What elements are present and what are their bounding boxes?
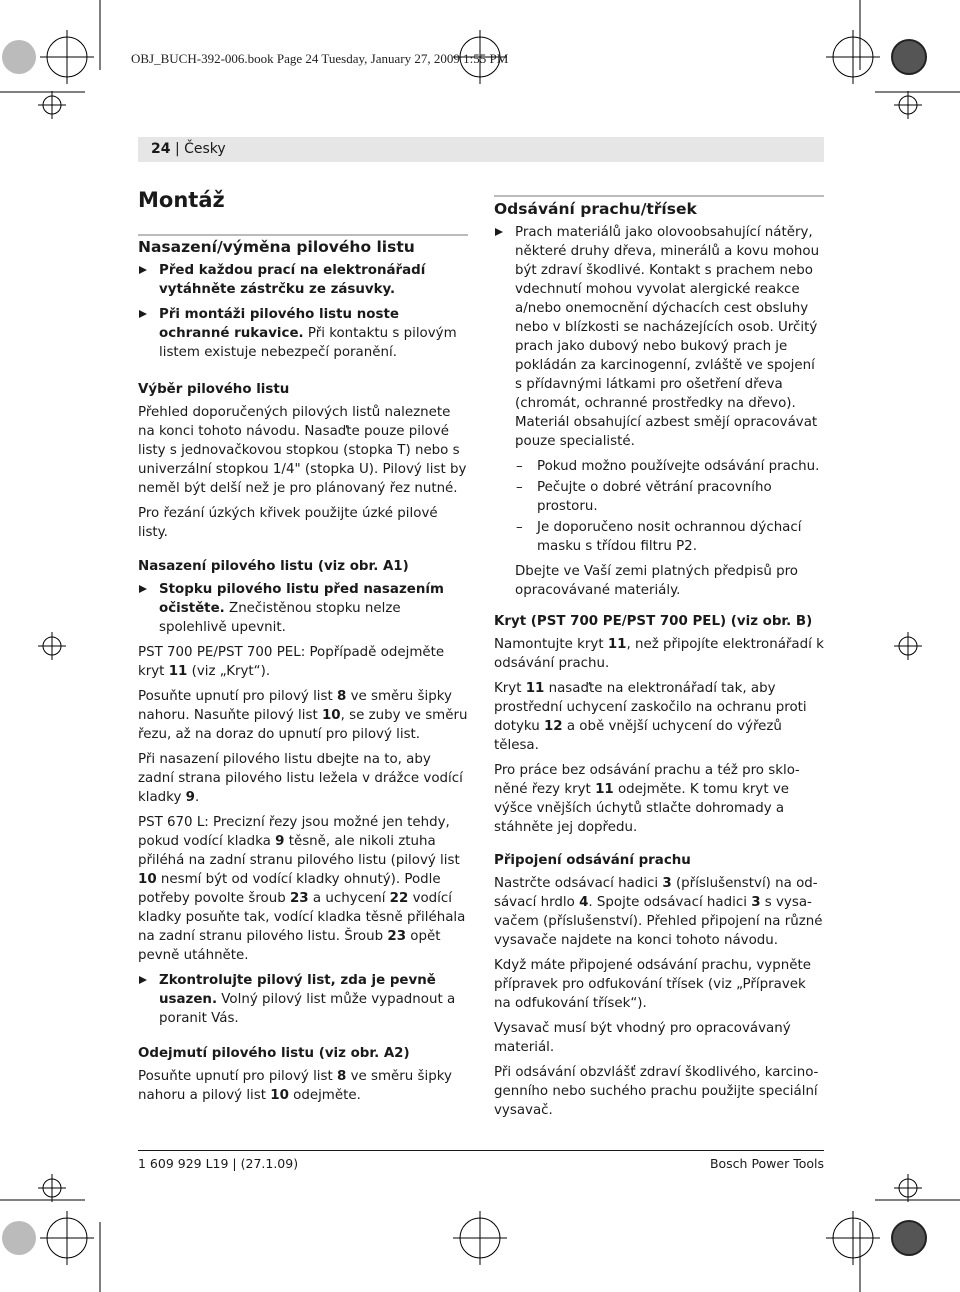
color-target-top-left bbox=[2, 40, 36, 74]
page-number: 24 bbox=[151, 141, 171, 157]
color-target-bottom-right bbox=[892, 1221, 926, 1255]
paragraph-vyber-1: Přehled doporučených pilových listů naleznete na konci tohoto návodu. Nasaďte pouze pilové listy s jednovačkovou stopkou (stopka T) nebo s univerzální stopkou 1/4" (stopka U). Pilový list by neměl být delší než je pro plánovaný řez nutné. bbox=[138, 405, 467, 496]
heading-pripojeni: Připojení odsávání prachu bbox=[494, 853, 691, 868]
dash-item-1: – Pokud možno používejte odsávání prachu. bbox=[516, 459, 820, 474]
paragraph-vyber-2: Pro řezání úzkých křivek použijte úzké pilové listy. bbox=[138, 506, 438, 540]
registration-mark-bottom-left bbox=[40, 1211, 94, 1265]
paragraph-pripojeni-4: Při odsávání obzvlášť zdraví škodlivého, karcinogenního nebo suchého prachu použijte speciální vysavač. bbox=[494, 1065, 819, 1118]
heading-nasazeni-a1: Nasazení pilového listu (viz obr. A1) bbox=[138, 559, 409, 574]
footer-brand: Bosch Power Tools bbox=[709, 1156, 824, 1171]
registration-mark-right-lower bbox=[894, 1174, 922, 1202]
paragraph-kryt-2: Kryt 11 nasaďte na elektronářadí tak, aby prostřední uchycení zaskočilo na ochranu proti dotyku 12 a obě vnější uchycení do výřezů tělesa. bbox=[494, 681, 807, 753]
registration-mark-top-right bbox=[826, 30, 880, 84]
color-target-top-right bbox=[892, 40, 926, 74]
paragraph-posun: Posuňte upnutí pro pilový list 8 ve směru šipky nahoru. Nasuňte pilový list 10, se zuby ve směru řezu, až na doraz do upnutí pro pilový list. bbox=[138, 689, 468, 742]
dash-item-3: – Je doporučeno nosit ochrannou dýchací masku s třídou filtru P2. bbox=[516, 520, 802, 554]
left-column bbox=[138, 238, 468, 1111]
registration-mark-top-left bbox=[40, 30, 94, 84]
registration-mark-right-upper bbox=[894, 91, 922, 119]
paragraph-kryt-1: Namontujte kryt 11, než připojíte elektronářadí k odsávání prachu. bbox=[494, 637, 824, 671]
heading-kryt: Kryt (PST 700 PE/PST 700 PEL) (viz obr. B) bbox=[494, 614, 813, 629]
warning-bullet-2: Při montáži pilového listu noste ochranné rukavice. Při kontaktu s pilovým listem existuje nebezpečí poranění. bbox=[138, 305, 468, 362]
warning-bullet-4: Zkontrolujte pilový list, zda je pevně usazen. Volný pilový list může vypadnout a poranit Vás. bbox=[138, 971, 468, 1028]
section-rule-right bbox=[494, 195, 824, 197]
registration-mark-bottom-right bbox=[826, 1211, 880, 1265]
registration-mark-right-middle bbox=[894, 632, 922, 660]
registration-mark-left-middle bbox=[38, 632, 66, 660]
header-separator: | bbox=[174, 141, 180, 157]
paragraph-dbejte: Při nasazení pilového listu dbejte na to, aby zadní strana pilového listu ležela v drážce vodící kladky 9. bbox=[138, 752, 463, 805]
warning-bullet-1: Před každou prací na elektronářadí vytáhněte zástrčku ze zásuvky. bbox=[138, 261, 468, 299]
paragraph-pripojeni-2: Když máte připojené odsávání prachu, vypněte přípravek pro odfukování třísek (viz „Přípravek na odfukování třísek“). bbox=[494, 958, 811, 1011]
registration-mark-bottom-center bbox=[453, 1211, 507, 1265]
section-rule-left bbox=[138, 234, 468, 236]
page-header-bar bbox=[138, 137, 824, 162]
color-target-bottom-left bbox=[2, 1221, 36, 1255]
right-column bbox=[494, 200, 824, 1126]
heading-vyber: Výběr pilového listu bbox=[138, 382, 290, 397]
registration-mark-left-lower bbox=[38, 1174, 66, 1202]
warning-bullet-prach: Prach materiálů jako olovoobsahující nátěry, některé druhy dřeva, minerálů a kovu mohou být zdraví škodlivé. Kontakt s prachem nebo vdechnutí mohou vyvolat alergické reakce a/nebo onemocnění dýchacích cest obsluhy nebo v blízkosti se nacházejících osob. Určitý prach jako dubový nebo bukový prach je pokládán za karcinogenní, zvláště ve spojení s přídavnými látkami pro ošetření dřeva (chromát, ochranné prostředky na dřevo). Materiál obsahující azbest smějí opracovávat pouze specialisté. bbox=[494, 223, 824, 451]
dash-item-2: – Pečujte o dobré větrání pracovního prostoru. bbox=[516, 480, 772, 514]
paragraph-pripojeni-3: Vysavač musí být vhodný pro opracovávaný materiál. bbox=[494, 1021, 791, 1055]
page-header bbox=[151, 141, 226, 157]
paragraph-kryt-3: Pro práce bez odsávání prachu a též pro skloněné řezy kryt 11 odejměte. K tomu kryt ve výšce vnějších úchytů stlačte dohromady a stáhněte jej dopředu. bbox=[494, 763, 800, 835]
paragraph-pst-kryt: PST 700 PE/PST 700 PEL: Popřípadě odejměte kryt 11 (viz „Kryt“). bbox=[138, 645, 445, 679]
registration-mark-left-upper bbox=[38, 91, 66, 119]
heading-odsavani: Odsávání prachu/třísek bbox=[494, 200, 697, 218]
footer-rule bbox=[138, 1150, 824, 1151]
heading-nasazeni: Nasazení/výměna pilového listu bbox=[138, 238, 415, 256]
paragraph-dbejte-predpisu: Dbejte ve Vaší zemi platných předpisů pro opracovávané materiály. bbox=[515, 564, 798, 598]
paragraph-pst670: PST 670 L: Precizní řezy jsou možné jen tehdy, pokud vodící kladka 9 těsně, ale nikoli ztuha přiléhá na zadní stranu pilového listu (pilový list 10 nesmí být od vodící kladky ohnutý). Podle potřeby povolte šroub 23 a uchycení 22 vodící kladky posuňte tak, vodící kladka těsně přiléhala na zadní stranu pilového listu. Šroub 23 opět pevně utáhněte. bbox=[138, 815, 466, 963]
header-language: Česky bbox=[184, 141, 226, 157]
heading-odejmuti: Odejmutí pilového listu (viz obr. A2) bbox=[138, 1046, 410, 1061]
paragraph-pripojeni-1: Nastrčte odsávací hadici 3 (příslušenství) na odsávací hrdlo 4. Spojte odsávací hadici 3 s vysavačem (příslušenství). Přehled připojení na různé vysavače najdete na konci tohoto návodu. bbox=[494, 876, 823, 948]
footer-doc-number: 1 609 929 L19 | (27.1.09) bbox=[138, 1156, 299, 1171]
book-slug: OBJ_BUCH-392-006.book Page 24 Tuesday, January 27, 2009 1:55 PM bbox=[131, 51, 509, 66]
section-title: Montáž bbox=[138, 188, 225, 212]
paragraph-odejmuti: Posuňte upnutí pro pilový list 8 ve směru šipky nahoru a pilový list 10 odejměte. bbox=[138, 1069, 452, 1103]
warning-bullet-3: Stopku pilového listu před nasazením očistěte. Znečistěnou stopku nelze spolehlivě upevnit. bbox=[138, 580, 468, 637]
